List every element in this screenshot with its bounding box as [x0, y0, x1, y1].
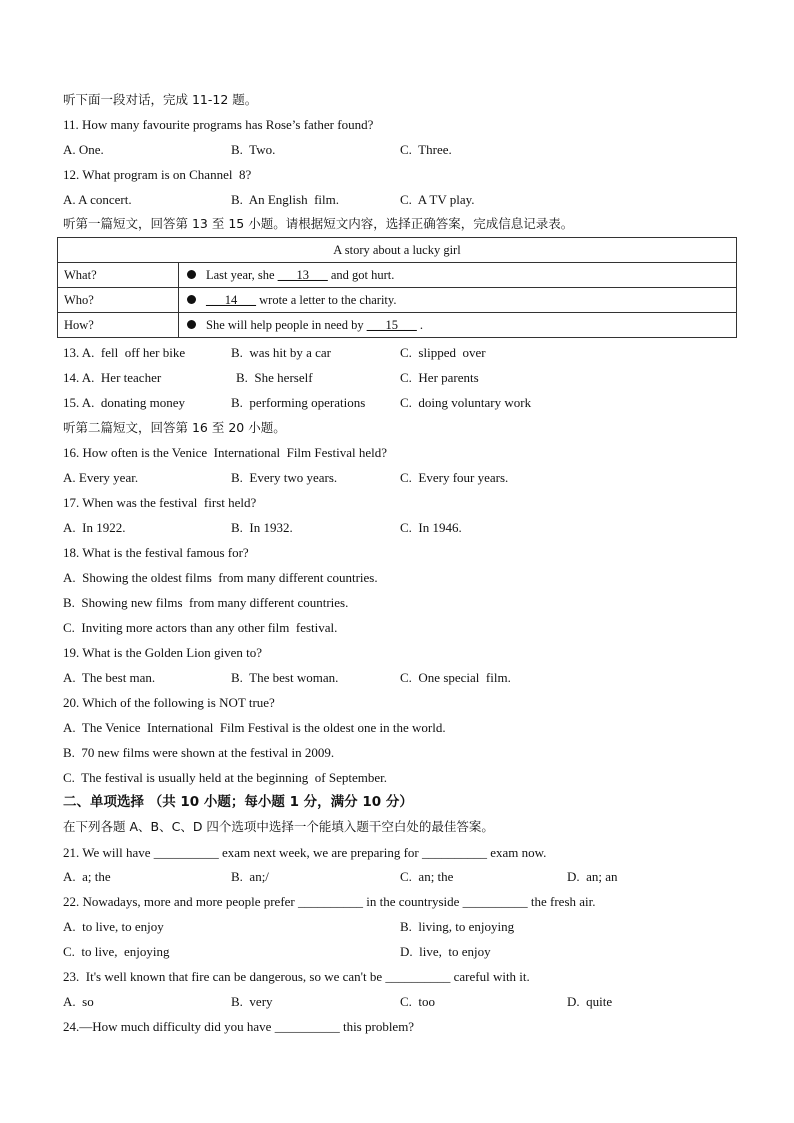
q11-option-b: B. Two.: [231, 142, 276, 157]
row-value: [179, 313, 737, 338]
row-value: [179, 288, 737, 313]
q13-option-c: C. slipped over: [400, 345, 486, 360]
q15-option-c: C. doing voluntary work: [400, 395, 532, 410]
q11-option-c: C. Three.: [400, 142, 452, 157]
question-20-stem: 20. Which of the following is NOT true?: [63, 695, 275, 710]
q21-option-a: A. a; the: [63, 869, 111, 884]
passage1-intro: 听第一篇短文，回答第 13 至 15 小题。请根据短文内容，选择正确答案，完成信息记录表。: [63, 216, 574, 231]
row-key: How?: [58, 313, 179, 338]
q18-option-a: A. Showing the oldest films from many different countries.: [63, 570, 378, 585]
question-16-stem: 16. How often is the Venice International Film Festival held?: [63, 445, 387, 460]
question-23-stem: 23. It's well known that fire can be dangerous, so we can't be __________ careful with it.: [63, 969, 530, 984]
passage2-intro: 听第二篇短文，回答第 16 至 20 小题。: [63, 420, 286, 435]
info-record-table: [57, 237, 737, 338]
q14-option-a: 14. A. Her teacher: [63, 370, 162, 385]
q14-option-b: B. She herself: [236, 370, 313, 385]
question-11-stem: 11. How many favourite programs has Rose’s father found?: [63, 117, 374, 132]
q13-option-b: B. was hit by a car: [231, 345, 332, 360]
question-17-stem: 17. When was the festival first held?: [63, 495, 257, 510]
q22-option-d: D. live, to enjoy: [400, 944, 491, 959]
table-row: [58, 313, 737, 338]
row-text: .: [416, 317, 423, 332]
q15-option-a: 15. A. donating money: [63, 395, 186, 410]
q22-option-b: B. living, to enjoying: [400, 919, 515, 934]
q13-option-a: 13. A. fell off her bike: [63, 345, 186, 360]
q17-option-a: A. In 1922.: [63, 520, 126, 535]
row-text: and got hurt.: [327, 267, 395, 282]
question-22-stem: 22. Nowadays, more and more people prefer __________ in the countryside __________ the fresh air.: [63, 894, 596, 909]
q16-option-a: A. Every year.: [63, 470, 139, 485]
question-21-stem: 21. We will have __________ exam next week, we are preparing for __________ exam now.: [63, 845, 547, 860]
q14-option-c: C. Her parents: [400, 370, 479, 385]
q19-option-a: A. The best man.: [63, 670, 156, 685]
q16-option-c: C. Every four years.: [400, 470, 509, 485]
answer-blank: ___13___: [277, 267, 328, 282]
row-key: Who?: [58, 288, 179, 313]
q15-option-b: B. performing operations: [231, 395, 366, 410]
row-text: Last year, she: [206, 267, 278, 282]
q20-option-a: A. The Venice International Film Festival is the oldest one in the world.: [63, 720, 446, 735]
q11-option-a: A. One.: [63, 142, 104, 157]
q22-option-a: A. to live, to enjoy: [63, 919, 164, 934]
bullet-icon: [187, 295, 196, 304]
q18-option-b: B. Showing new films from many different countries.: [63, 595, 349, 610]
q16-option-b: B. Every two years.: [231, 470, 338, 485]
q12-option-c: C. A TV play.: [400, 192, 475, 207]
section-intro: 听下面一段对话，完成 11-12 题。: [63, 92, 258, 107]
q21-option-b: B. an;/: [231, 869, 269, 884]
question-12-stem: 12. What program is on Channel 8?: [63, 167, 252, 182]
q20-option-c: C. The festival is usually held at the beginning of September.: [63, 770, 387, 785]
bullet-icon: [187, 270, 196, 279]
row-value: [179, 263, 737, 288]
q22-option-c: C. to live, enjoying: [63, 944, 170, 959]
q17-option-c: C. In 1946.: [400, 520, 462, 535]
bullet-icon: [187, 320, 196, 329]
question-18-stem: 18. What is the festival famous for?: [63, 545, 249, 560]
question-24-stem: 24.—How much difficulty did you have __________ this problem?: [63, 1019, 415, 1034]
part2-instructions: 在下列各题 A、B、C、D 四个选项中选择一个能填入题干空白处的最佳答案。: [63, 819, 494, 834]
q20-option-b: B. 70 new films were shown at the festival in 2009.: [63, 745, 335, 760]
table-row: [58, 288, 737, 313]
question-19-stem: 19. What is the Golden Lion given to?: [63, 645, 263, 660]
q12-option-a: A. A concert.: [63, 192, 132, 207]
q21-option-d: D. an; an: [567, 869, 618, 884]
q17-option-b: B. In 1932.: [231, 520, 293, 535]
q19-option-b: B. The best woman.: [231, 670, 339, 685]
row-text: She will help people in need by: [206, 317, 367, 332]
q23-option-a: A. so: [63, 994, 94, 1009]
row-key: What?: [58, 263, 179, 288]
q23-option-b: B. very: [231, 994, 273, 1009]
answer-blank: ___14___: [206, 292, 256, 307]
q23-option-c: C. too: [400, 994, 436, 1009]
q18-option-c: C. Inviting more actors than any other film festival.: [63, 620, 338, 635]
q23-option-d: D. quite: [567, 994, 613, 1009]
table-title: A story about a lucky girl: [58, 238, 737, 263]
q19-option-c: C. One special film.: [400, 670, 511, 685]
table-row: [58, 263, 737, 288]
part2-heading: 二、单项选择 （共 10 小题；每小题 1 分，满分 10 分）: [63, 794, 413, 810]
answer-blank: ___15___: [366, 317, 417, 332]
q21-option-c: C. an; the: [400, 869, 454, 884]
row-text: wrote a letter to the charity.: [256, 292, 397, 307]
q12-option-b: B. An English film.: [231, 192, 339, 207]
